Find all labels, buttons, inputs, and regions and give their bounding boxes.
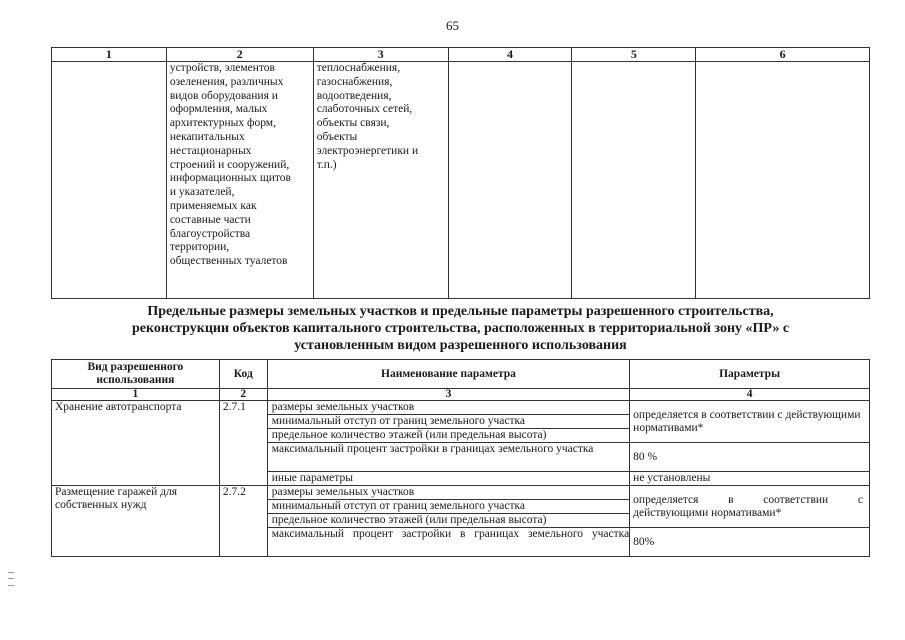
text-line: и указателей, bbox=[169, 186, 235, 199]
col3-text bbox=[313, 62, 448, 299]
value-word: в bbox=[728, 493, 734, 506]
empty-cell bbox=[448, 62, 572, 299]
col-number: 5 bbox=[572, 48, 696, 62]
col2-text bbox=[166, 62, 313, 299]
continuation-body-row bbox=[52, 62, 870, 299]
col-number: 3 bbox=[267, 389, 629, 401]
param-name: иные параметры bbox=[267, 472, 629, 486]
parameters-table bbox=[51, 359, 870, 557]
text-line: объекты bbox=[316, 130, 358, 143]
table-row bbox=[52, 486, 870, 500]
text-line: водоотведения, bbox=[316, 89, 392, 102]
param-value: 80% bbox=[630, 528, 870, 557]
text-line: благоустройства bbox=[169, 227, 251, 240]
text-line: газоснабжения, bbox=[316, 75, 393, 88]
continuation-table bbox=[51, 47, 870, 299]
text-line: строений и сооружений, bbox=[169, 158, 290, 171]
param-name: предельное количество этажей (или предельная высота) bbox=[267, 429, 629, 443]
col-number: 1 bbox=[52, 389, 220, 401]
text-line: оформления, малых bbox=[169, 103, 268, 116]
param-value: не установлены bbox=[630, 472, 870, 486]
text-line: архитектурных форм, bbox=[169, 117, 276, 130]
section-title bbox=[51, 303, 870, 354]
text-line: электроэнергетики и bbox=[316, 144, 419, 157]
value-line: действующими нормативами* bbox=[633, 506, 782, 519]
text-line: видов оборудования и bbox=[169, 89, 278, 102]
text-line: информационных щитов bbox=[169, 172, 291, 185]
text-line: некапитальных bbox=[169, 130, 245, 143]
text-line: озеленения, различных bbox=[169, 75, 284, 88]
param-value: 80 % bbox=[630, 443, 870, 472]
empty-cell bbox=[696, 62, 870, 299]
column-number-row bbox=[52, 389, 870, 401]
parameters-header-row bbox=[52, 360, 870, 389]
param-name: минимальный отступ от границ земельного участка bbox=[267, 500, 629, 514]
col-number: 2 bbox=[219, 389, 267, 401]
text-line: применяемых как bbox=[169, 199, 257, 212]
title-line: реконструкции объектов капитального строительства, расположенных в территориальной зону «ПР» с bbox=[131, 321, 790, 336]
use-code: 2.7.2 bbox=[219, 486, 267, 557]
empty-cell bbox=[572, 62, 696, 299]
param-name: минимальный отступ от границ земельного участка bbox=[267, 415, 629, 429]
param-name: максимальный процент застройки в границах земельного участка bbox=[267, 528, 629, 557]
value-line bbox=[633, 494, 869, 507]
page-number: 65 bbox=[446, 18, 459, 33]
empty-cell bbox=[52, 62, 167, 299]
text-line: территории, bbox=[169, 241, 230, 254]
text-line: устройств, элементов bbox=[169, 62, 275, 74]
param-name: размеры земельных участков bbox=[267, 486, 629, 500]
param-name: размеры земельных участков bbox=[267, 401, 629, 415]
header-code: Код bbox=[219, 360, 267, 389]
margin-mark bbox=[8, 572, 14, 586]
value-word: с bbox=[857, 493, 863, 506]
param-value bbox=[630, 486, 870, 528]
text-line: общественных туалетов bbox=[169, 255, 288, 268]
col-number: 4 bbox=[448, 48, 572, 62]
col-number: 1 bbox=[52, 48, 167, 62]
param-name: максимальный процент застройки в границах земельного участка bbox=[267, 443, 629, 472]
text-line: нестационарных bbox=[169, 144, 252, 157]
table-row bbox=[52, 401, 870, 415]
use-name: Размещение гаражей для собственных нужд bbox=[52, 486, 220, 557]
text-line: т.п.) bbox=[316, 158, 337, 171]
header-param-name: Наименование параметра bbox=[267, 360, 629, 389]
value-word: определяется bbox=[633, 493, 699, 506]
use-name: Хранение автотранспорта bbox=[52, 401, 220, 486]
text-line: объекты связи, bbox=[316, 117, 390, 130]
text-line: составные части bbox=[169, 213, 251, 226]
col-number: 6 bbox=[696, 48, 870, 62]
header-values: Параметры bbox=[630, 360, 870, 389]
col-number: 4 bbox=[630, 389, 870, 401]
param-value: определяется в соответствии с действующими нормативами* bbox=[630, 401, 870, 443]
title-line: Предельные размеры земельных участков и предельные параметры разрешенного строительства, bbox=[147, 304, 774, 319]
col-number: 3 bbox=[313, 48, 448, 62]
text-line: слаботочных сетей, bbox=[316, 103, 413, 116]
col-number: 2 bbox=[166, 48, 313, 62]
text-line: теплоснабжения, bbox=[316, 62, 401, 74]
param-name: предельное количество этажей (или предельная высота) bbox=[267, 514, 629, 528]
continuation-header-row bbox=[52, 48, 870, 62]
header-use: Вид разрешенного использования bbox=[52, 360, 220, 389]
use-code: 2.7.1 bbox=[219, 401, 267, 486]
title-line: установленным видом разрешенного использования bbox=[294, 338, 627, 353]
value-word: соответствии bbox=[763, 493, 829, 506]
